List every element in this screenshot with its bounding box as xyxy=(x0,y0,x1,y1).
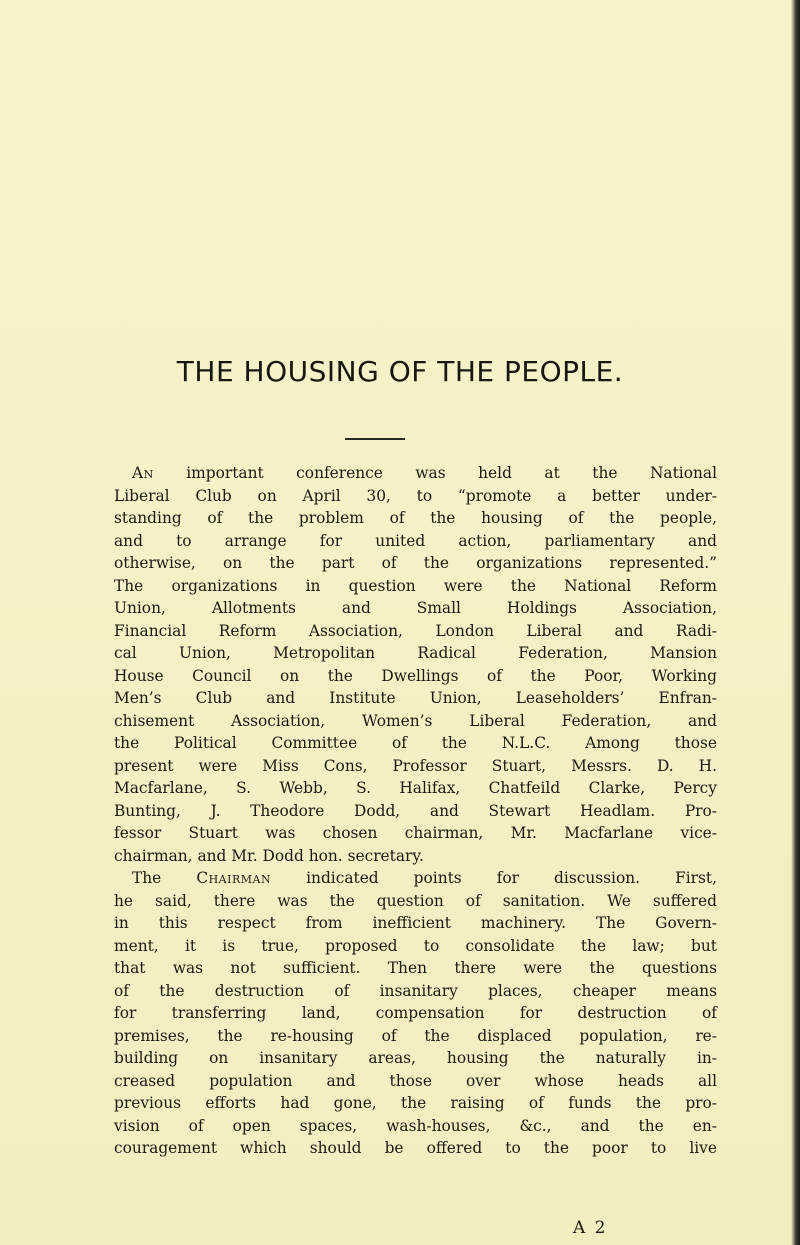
lead-smallcaps: An xyxy=(132,464,154,482)
text-line: of the destruction of insanitary places, cheaper means xyxy=(114,981,717,1000)
text-line: House Council on the Dwellings of the Poor, Working xyxy=(114,666,717,685)
text-line: An important conference was held at the National xyxy=(132,464,717,482)
text-line: building on insanitary areas, housing the naturally in- xyxy=(114,1049,717,1067)
paragraph-2 xyxy=(114,867,717,1160)
lead-smallcaps: Chairman xyxy=(196,869,272,887)
signature-mark: A 2 xyxy=(573,1218,608,1238)
text-line: in this respect from inefficient machinery. The Govern- xyxy=(114,914,717,932)
text-line: The Chairman indicated points for discussion. First, xyxy=(132,869,717,887)
text-line: premises, the re-housing of the displaced population, re- xyxy=(114,1026,717,1045)
text-line: standing of the problem of the housing of the people, xyxy=(114,509,717,527)
text-line: chisement Association, Women’s Liberal Federation, and xyxy=(114,711,717,730)
text-line: Bunting, J. Theodore Dodd, and Stewart Headlam. Pro- xyxy=(114,801,717,820)
body-text xyxy=(114,462,717,1160)
title-rule xyxy=(345,438,405,440)
page-title: THE HOUSING OF THE PEOPLE. xyxy=(176,355,624,388)
text-line: the Political Committee of the N.L.C. Among those xyxy=(114,734,717,752)
text-line: that was not sufficient. Then there were the questions xyxy=(114,959,717,977)
text-line: cal Union, Metropolitan Radical Federation, Mansion xyxy=(114,644,717,662)
page-edge-shadow xyxy=(791,0,800,1245)
text-line: otherwise, on the part of the organizations represented.” xyxy=(114,554,717,572)
text-line: Financial Reform Association, London Liberal and Radi- xyxy=(114,621,717,640)
text-line: he said, there was the question of sanitation. We suffered xyxy=(114,891,717,910)
text-line: Men’s Club and Institute Union, Leaseholders’ Enfran- xyxy=(114,689,717,707)
text-line: couragement which should be offered to the poor to live xyxy=(114,1139,717,1157)
text-line: previous efforts had gone, the raising of funds the pro- xyxy=(114,1094,717,1112)
text-line: Liberal Club on April 30, to “promote a better under- xyxy=(114,486,717,505)
paragraph-1 xyxy=(114,462,717,867)
text-line: creased population and those over whose heads all xyxy=(114,1071,717,1090)
text-line: chairman, and Mr. Dodd hon. secretary. xyxy=(114,846,424,865)
text-line: The organizations in question were the National Reform xyxy=(114,576,717,595)
text-line: present were Miss Cons, Professor Stuart, Messrs. D. H. xyxy=(114,756,717,775)
text-line: ment, it is true, proposed to consolidate the law; but xyxy=(114,936,717,955)
text-line: Macfarlane, S. Webb, S. Halifax, Chatfeild Clarke, Percy xyxy=(114,779,717,797)
text-line: vision of open spaces, wash-houses, &c., and the en- xyxy=(114,1116,717,1135)
text-line: fessor Stuart was chosen chairman, Mr. Macfarlane vice- xyxy=(114,824,717,842)
text-line: and to arrange for united action, parliamentary and xyxy=(114,531,717,550)
text-line: Union, Allotments and Small Holdings Association, xyxy=(114,599,717,617)
text-line: for transferring land, compensation for destruction of xyxy=(114,1004,717,1022)
